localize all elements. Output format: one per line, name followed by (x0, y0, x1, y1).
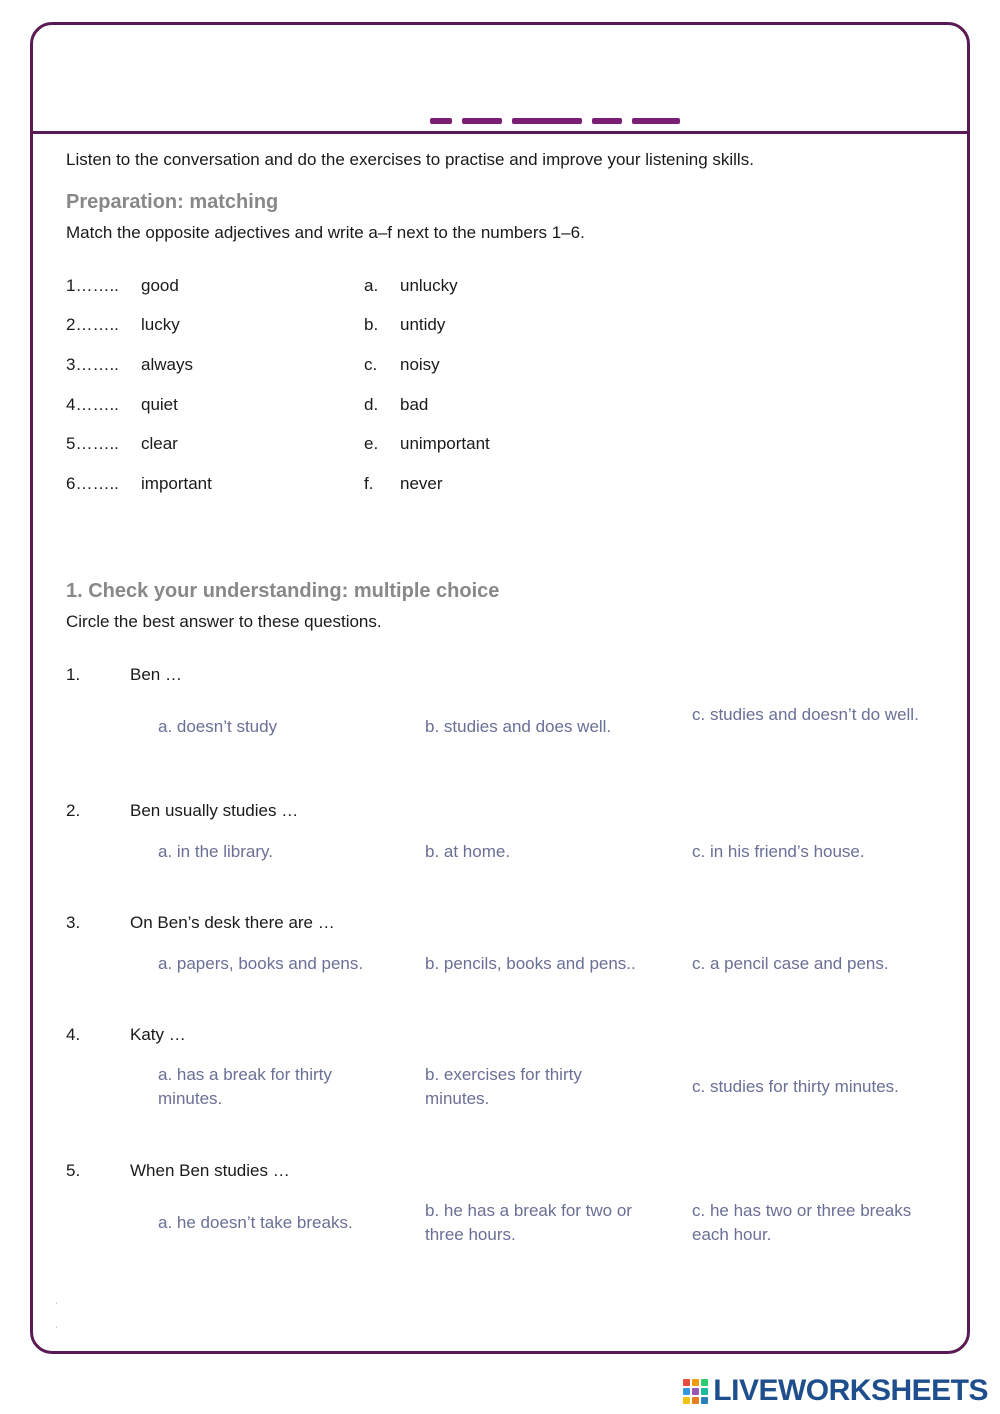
match-blank[interactable]: 3…….. (66, 355, 119, 374)
match-word: quiet (141, 395, 178, 414)
answer-option-b[interactable]: b. at home. (425, 842, 511, 861)
match-row (66, 395, 666, 419)
section1-instruction: Circle the best answer to these questions. (66, 612, 382, 631)
answer-option-b[interactable]: b. studies and does well. (425, 717, 612, 736)
header-divider (30, 131, 970, 134)
option-word: unimportant (400, 434, 490, 453)
liveworksheets-logo[interactable] (683, 1376, 988, 1406)
question-number: 3. (66, 913, 81, 932)
match-word: important (141, 474, 212, 493)
answer-option-a[interactable]: a. in the library. (158, 842, 273, 861)
answer-option-a[interactable]: a. papers, books and pens. (158, 954, 364, 973)
answer-option-b[interactable]: b. pencils, books and pens.. (425, 954, 636, 973)
option-word: never (400, 474, 443, 493)
footer-mark: ' (56, 1303, 58, 1309)
question-number: 5. (66, 1161, 81, 1180)
question-number: 2. (66, 801, 81, 820)
match-blank[interactable]: 4…….. (66, 395, 119, 414)
match-word: good (141, 276, 179, 295)
option-letter: a. (364, 276, 379, 295)
preparation-heading: Preparation: matching (66, 191, 279, 213)
option-letter: b. (364, 315, 379, 334)
question-text: When Ben studies … (130, 1161, 290, 1180)
answer-option-c[interactable]: c. in his friend’s house. (692, 842, 865, 861)
option-word: untidy (400, 315, 446, 334)
question-number: 1. (66, 665, 81, 684)
option-word: bad (400, 395, 429, 414)
match-blank[interactable]: 6…….. (66, 474, 119, 493)
question-text: Ben usually studies … (130, 801, 299, 820)
match-row (66, 474, 666, 498)
match-blank[interactable]: 2…….. (66, 315, 119, 334)
question-text: Katy … (130, 1025, 186, 1044)
question-number: 4. (66, 1025, 81, 1044)
option-letter: d. (364, 395, 379, 414)
footer-mark: ‘ (56, 1327, 58, 1333)
answer-option-a[interactable]: a. doesn’t study (158, 717, 278, 736)
answer-option-a[interactable]: a. has a break for thirty minutes. (158, 1065, 332, 1108)
match-word: clear (141, 434, 178, 453)
intro-text: Listen to the conversation and do the exercises to practise and improve your listening skills. (66, 150, 754, 169)
option-word: noisy (400, 355, 440, 374)
answer-option-b[interactable]: b. exercises for thirty minutes. (425, 1065, 582, 1108)
answer-option-c[interactable]: c. a pencil case and pens. (692, 954, 889, 973)
question-text: Ben … (130, 665, 182, 684)
cropped-title (430, 110, 770, 124)
section1-heading: 1. Check your understanding: multiple choice (66, 580, 500, 602)
logo-text: LIVEWORKSHEETS (713, 1374, 988, 1407)
match-blank[interactable]: 5…….. (66, 434, 119, 453)
option-word: unlucky (400, 276, 458, 295)
match-row (66, 276, 666, 300)
preparation-instruction: Match the opposite adjectives and write a–f next to the numbers 1–6. (66, 223, 585, 242)
answer-option-c[interactable]: c. studies for thirty minutes. (692, 1077, 899, 1096)
page-frame (30, 22, 970, 1354)
answer-option-c[interactable]: c. he has two or three breaks each hour. (692, 1201, 912, 1244)
answer-option-a[interactable]: a. he doesn’t take breaks. (158, 1213, 353, 1232)
option-letter: f. (364, 474, 374, 493)
answer-option-c[interactable]: c. studies and doesn’t do well. (692, 705, 919, 724)
match-blank[interactable]: 1…….. (66, 276, 119, 295)
match-row (66, 434, 666, 458)
option-letter: c. (364, 355, 378, 374)
option-letter: e. (364, 434, 379, 453)
match-word: always (141, 355, 193, 374)
match-word: lucky (141, 315, 180, 334)
match-row (66, 355, 666, 379)
match-row (66, 315, 666, 339)
answer-option-b[interactable]: b. he has a break for two or three hours. (425, 1201, 632, 1244)
question-text: On Ben’s desk there are … (130, 913, 335, 932)
logo-grid-icon (683, 1379, 708, 1404)
